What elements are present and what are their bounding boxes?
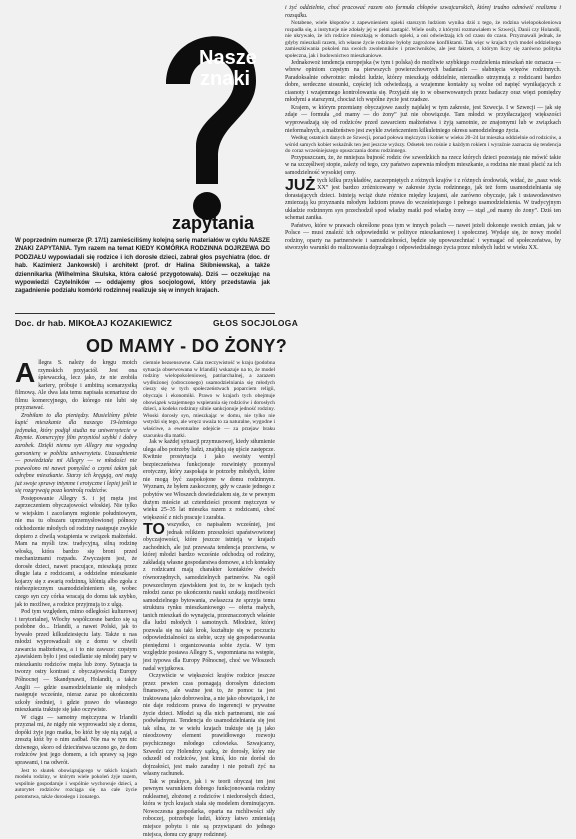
paragraph: Państwo, które w prawach określone poza tym w innych polach — nawet jeżeli dokonuje swoich zmian, jak w Polsce — musi znaleźć ich odpowiedniki w polityce mieszkaniowej i społecznej. Wydaje się, że nowy model rodziny, oparty na partnerstwie i samodzielności, będzie się upowszechniać i wymagać od społeczeństwa, by stworzyło warunki do realizowania dojrzałego i odpowiedzialnego życia przez młodych ludzi w wieku XX.: [285, 222, 561, 252]
drop-cap: JUŻ: [285, 176, 316, 194]
paragraph: Postępowanie Allegry S. i jej męża jest zaprzeczeniem obyczajowości włoskiej. Nie tylko w wiejskim i zacofanym regionie południowym, nie ma tu obszaru uprzemysłowionej północy odchodzenie młodych od rodziny następuje zwykle dopiero z chwilą wstąpienia w związek małżeński. Mam na myśli tzw. tradycyjną, silną rodzinę włoską, która bardzo się broni przed mechanizmami rozpadu. Zwyczajem jest, że dorosłe dzieci, nawet pracujące, mieszkają przez długie lata z rodzicami, a oddzielne mieszkanie kojarzy się z awarią rodzinną, kłótnią albo zgoła z niebezpiecznym usamodzielnieniem się, wobec czego syn czy córka wracają do domu tak szybko, jak to możliwe, a rodzice przyjmują to z ulgą.: [15, 495, 137, 608]
article-column-3: [285, 5, 561, 794]
article-column-1: [15, 357, 137, 800]
paragraph: ciemnie bezsensowne. Cała rzeczywistość w kraju (podobna sytuacja obserwowana w Irlandii) wskazuje na to, że model rodziny wielopokoleniowej, patriarchalnej, a zarazem wydłużonej (odroczonego) usamodzielniania się młodych cieszy się w tych społeczeństwach poparciem religii, obyczaju i ekonomiki. Prawo w krajach tych obejmuje obowiązek wzajemnego wspierania się rodziców i dorosłych dzieci, a kodeks rodzinny silnie sankcjonuje jedność rodziny. Włoski dorosły syn, mieszkając w domu, nie tylko nie wstydzi się tego, ale wręcz uważa to za naturalne, wygodne i właściwe, a ewentualne odejście — za przejaw braku szacunku dla matki.: [143, 360, 275, 439]
logo-title: Nasze znaki: [199, 47, 257, 90]
paragraph: Notabene, wiele kłopotów z zapewnieniem opieki starszym ludziom wynika dziś z tego, że rodzina wielopokoleniowa rozpadła się, a instytucje nie zdołały jej w pełni zastąpić. Wiele osób, z którymi rozmawiałem w Szwecji, Danii czy Holandii, nie ukrywało, że ich rodzice mieszkają w domach opieki, a oni odwiedzają ich od czasu do czasu. Przyznawali jednak, że gdyby mieszkali razem, ich własne życie rodzinne byłoby zagrożone konfliktami. Tak więc w krajach tych model oddzielnego zamieszkiwania pokoleń ma swoich zwolenników i przeciwników, ale jest faktem, z którym liczy się zarówno polityka społeczna, jak i budownictwo mieszkaniowe.: [285, 20, 561, 60]
divider: [15, 313, 275, 314]
paragraph: Jak w każdej sytuacji przymusowej, kiedy stłumienie ulega albo potrzeby ludzi, znajdują się ujście zastępcze. Kwitnie prostytucja i jako swoisty wentyl bezpieczeństwa funkcjonuje rozwinięty przemysł erotyczny, który zaspokaja te potrzeby młodych, które nie mogą być zaspokojone w domu rodzinnym. Wyznam, że byłem zaskoczony, gdy w czasie jednego z pobytów we Włoszech dowiedziałem się, że w pewnym dużym mieście aż czterdzieści procent mężczyzn w wieku 25–35 lat mieszka razem z rodzicami, choć większość z nich pracuje i zarabia.: [143, 439, 275, 521]
paragraph: Jest to skutek obowiązującego w takich krajach modelu rodziny, w którym wiele pokoleń żyje razem, wspólnie gospodaruje i wspólnie wychowuje dzieci, a autorytet rodziców rozciąga się na całe życie potomstwa, także dorosłego i żonatego.: [15, 767, 137, 800]
article-column-2: [143, 360, 276, 838]
paragraph: i żyć oddzielnie, choć pracować razem oto formuła chłopów szwajcarskich, której trudno odmówić realizmu i rozsądku.: [285, 5, 561, 19]
paragraph: Według ostatnich danych ze Szwecji, ponad połowa mężczyzn i kobiet w wieku 20–24 lat mieszka oddzielnie od rodziców, a wśród samych kobiet wskaźnik ten jest jeszcze wyższy. Odsetek ten rośnie z każdym rokiem i wyraźnie zaznacza się tendencja do coraz wcześniejszego opuszczania domu rodzinnego.: [285, 135, 561, 155]
paragraph: Przypuszczam, że, że mniejsza bujność rodzic ów szwedzkich na rzecz których dzieci pozostają nie mówić takie w na szczęśliwej stopie, zależy od tego, czy państwo zapewnia młodym mieszkanie, a rodzina nie musi płacić za ich samodzielność wysokiej ceny.: [285, 154, 561, 176]
paragraph: W ciągu — samotny mężczyzna w Irlandii przyznał mi, że nigdy nie wyprowadzi się z domu, dopóki żyje jego matka, bo któż by się nią zajął, a zresztą któż by o nim zadbał. Nie ma w tym nic dziwnego, skoro od dzieciństwa uczono go, że dom rodziców jest jego domem, a ich sprawy są jego sprawami, i na odwrót.: [15, 714, 137, 766]
section-label: GŁOS SOCJOLOGA: [213, 318, 299, 328]
question-mark-logo-icon: [146, 6, 266, 231]
logo-subtitle: zapytania: [172, 213, 255, 233]
author-byline: Doc. dr hab. MIKOŁAJ KOZAKIEWICZ: [15, 318, 172, 328]
article-headline: OD MAMY - DO ŻONY?: [86, 336, 288, 356]
intro-paragraph: W poprzednim numerze (P. 17/1) zamieściliśmy kolejną serię materiałów w cyklu NASZE ZNAKI ZAPYTANIA. Tym razem na temat KIEDY KOMÓRKA RODZINNA DOJRZEWA DO PODZIAŁU wypowiadali się rodzice i ich dorosłe dzieci, zabrał głos psychiatra (doc. dr hab. Kazimierz Jankowski) i architekt (prof. dr Halina Skibniewska), a także dziennikarka (Wilhelmina Skulska, która całość przygotowała). Dziś — oczekując na wypowiedzi Czytelników — oddajemy głos socjologowi, który przedstawia jak zagadnienie podziału komórki rodzinnej realizuje się w innych krajach.: [15, 237, 270, 295]
paragraph: Oczywiście w większości krajów rodzice jeszcze przez pewien czas pomagają dorosłym dzieciom finansowo, ale ważne jest to, że pomoc ta jest traktowana jako dobrowolna, a nie jako obowiązek, i że nie daje rodzicom prawa do ingerencji w prywatne życie dzieci. Młodzi są dla nich partnerami, nie zaś podwładnymi. Tendencja do usamodzielniania się jest tak silna, że w wielu krajach traktuje się ją jako nieodzowny element prawidłowego rozwoju psychicznego młodego człowieka. Szwajcarzy, Szwedzi czy Holendrzy sądzą, że dorosły, który nie odszedł od rodziców, jest kimś, kto nie dorósł do dojrzałości, jest mało zaradny i nie potrafi żyć na własny rachunek.: [143, 673, 275, 778]
drop-cap: TO: [143, 521, 165, 539]
paragraph: tych kilku przykładów, zaczerpniętych z różnych krajów i z różnych środowisk, widać, że „nasz wiek XX” jest bardzo zróżnicowany w zakresie życia rodzinnego, jak też form usamodzielniania się dorastających dzieci. Istnieją wciąż duże różnice między krajami, ale zarówno obyczaje, jak i ustawodawstwo zmierzają ku przyznaniu młodym ludziom prawa do wcześniejszego i pełnego usamodzielnienia. W tradycyjnym układzie rodzinnym syn przechodził spod władzy matki pod władzę żony — stąd „od mamy do żony”. Dziś ten schemat zanika.: [285, 177, 561, 222]
paragraph: Tak w praktyce, jak i w teorii obyczaj ten jest pewnym warunkiem dobrego funkcjonowania rodziny nuklearnej, złożonej z rodziców i niedorosłych dzieci, która w tych krajach stała się modelem dominującym. Nowoczesna gospodarka, oparta na ruchliwości siły roboczej, potrzebuje ludzi, którzy łatwo zmieniają miejsce pobytu i nie są przywiązani do jednego miejsca, domu czy grupy rodzinnej.: [143, 778, 275, 838]
paragraph: Zrobiłam to dla pieniędzy. Musieliśmy pilnie kupić mieszkanie dla naszego 19-letniego jedynaka, który podjął studia na uniwersytecie w Rzymie. Komercyjny film przyniósł szybki i dobry zarobek. Dzięki niemu syn Allegry ma wygodną garsonierę w pobliżu uniwersytetu. Uzasadnienie — powiedziała mi Allegry — w młodości nie pozwolono mi nawet pomyśleć o czymś takim jak odrębne mieszkanie. Starzy ich kręgują, oni mają już swoje sprawy intymne i erotyczne i lepiej jeśli te się rozgrywają poza kontrolą rodziców.: [15, 412, 137, 495]
paragraph: Pod tym względem, mimo odległości kulturowej i terytorialnej, Włochy współczesne bardzo się są podobne do... Irlandii, a nawet Polski, jak to bywało przed kilkudziesięciu laty. Także u nas młodzi wyprowadzali się z domu w chwili zawarcia małżeństwa, a i to nie zawsze: częstym zjawiskiem było i jest osiedlanie się młodej pary w mieszkaniu rodziców męża lub żony. Sytuacja ta tworzy ostry kontrast z obyczajowością Europy Północnej — Skandynawii, Holandii, a także Anglii — gdzie usamodzielnianie się młodych następuje wcześnie, nieraz zaraz po ukończeniu szkoły średniej, i gdzie prawo do własnego mieszkania traktuje się jako oczywiste.: [15, 609, 137, 714]
paragraph: Jednakowoż tendencja europejska (w tym i polska) do możliwie szybkiego rozdzielenia mieszkań nie oznacza — wbrew opiniom częstym na pierwszych powierzchownych badaniach — słabnięcia więzów rodzinnych. Paradoksalnie odwrotnie: młodzi ludzie, którzy mieszkają oddzielnie, nierzadko utrzymują z rodzicami bardzo dobre, serdeczne stosunki, częściej ich odwiedzają, a wzajemne kontakty są wolne od napięć wynikających z ciasnoty i wzajemnego kontrolowania się. Przyjaźń się to w obserwowanych przez badaczy oraz więzi pomiędzy młodymi a starszymi, chociaż ich wspólne życie jest rzadsze.: [285, 59, 561, 104]
paragraph: Krajem, w którym przemiany obyczajowe zaszły najdalej w tym zakresie, jest Szwecja. I w Szwecji — jak się zdaje — formuła „od mamy — do żony” już nie obowiązuje. Tam młodzi w przytłaczającej większości wyprowadzają się od rodziców przed zawarciem małżeństwa i żyją samotnie, ze znajomymi lub w związkach nieformalnych, a małżeństwo jest zwykle zwieńczeniem kilkuletniego okresu samodzielnego życia.: [285, 104, 561, 134]
paragraph: wszystko, co napisałem wcześniej, jest jednak reliktem przeszłości upaństwowionej obyczajowości, które jeszcze istnieją w krajach zachodnich, ale już przeważa tendencja przeciwna, w której młodzi bardzo wcześnie odchodzą od rodziny, zakładają własne gospodarstwa domowe, a ich kontakty z rodzicami mają charakter kontaktów dwóch równorzędnych, samodzielnych partnerów. Na ogół powszechnym zjawiskiem jest to, że w krajach tych młodzi zaraz po ukończeniu nauki szukają możliwości samodzielnego bytowania, zwłaszcza że sprzyja temu struktura rynku mieszkaniowego — oferta małych, tanich mieszkań do wynajęcia, przeznaczonych właśnie dla ludzi młodych i samotnych. Młodzież, której pozwala się na taki krok, kształtuje się w poczuciu odpowiedzialności za siebie, uczy się gospodarowania pieniędzmi i organizowania sobie życia. W tym względzie postawa Allegry S., wspomniana na wstępie, jest typowa dla Europy Północnej, choć we Włoszech nadal wyjątkowa.: [143, 522, 276, 672]
paragraph: llegra S. należy do kręgu moich rzymskich przyjaciół. Jest ona śpiewaczką, lecz jako, że nie zrobiła kariery, próbuje i ambitną scenarzystką filmową. Ale dwa lata temu napisała scenariusz do filmu komercyjnego, do którego nie lubi się przyznawać.: [15, 360, 137, 412]
drop-cap: A: [15, 357, 36, 388]
